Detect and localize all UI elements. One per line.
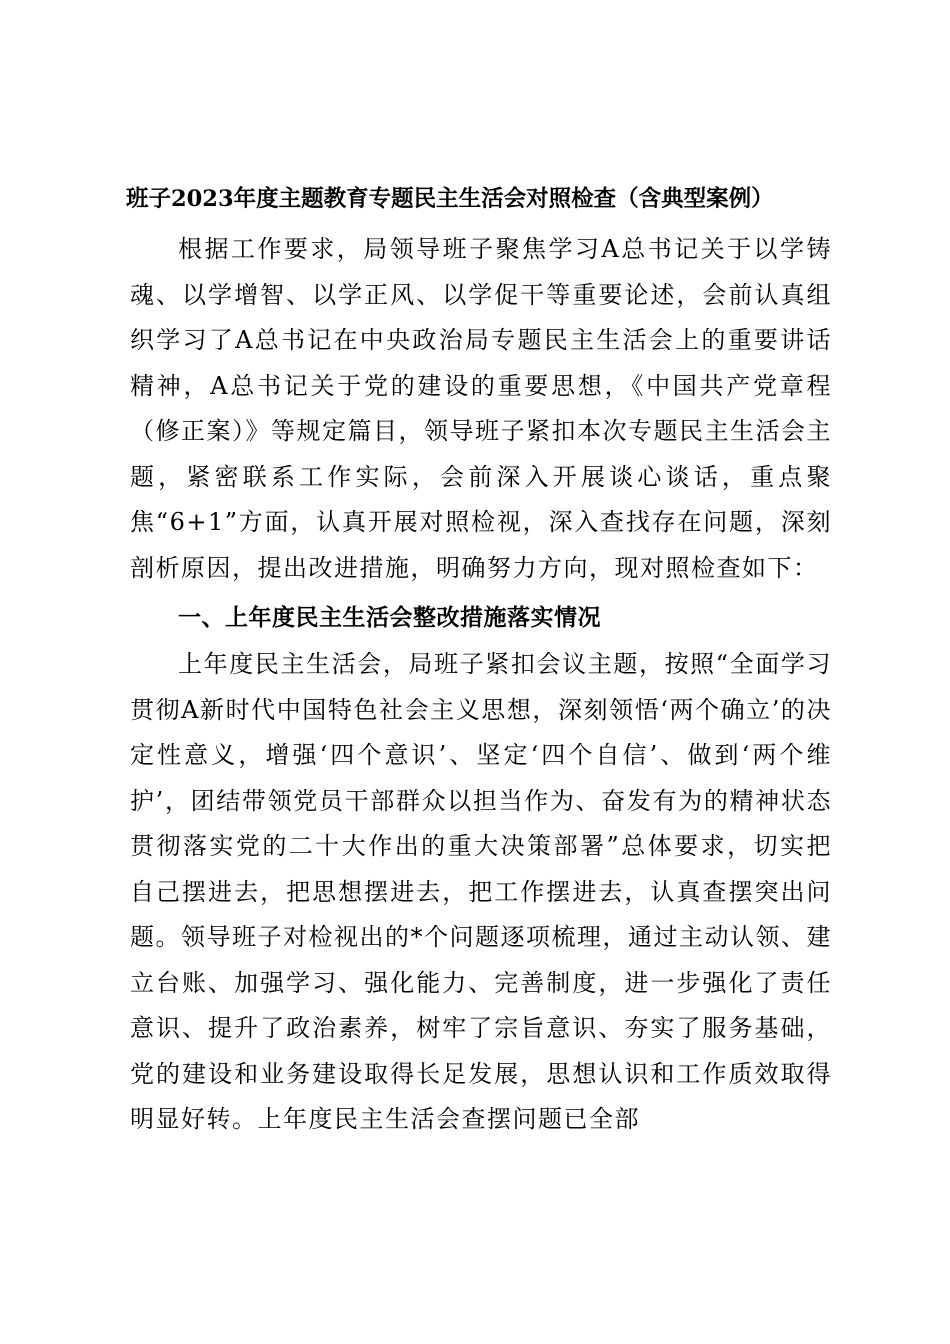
section-heading: 一、上年度民主生活会整改措施落实情况	[178, 605, 601, 631]
intro-paragraph: 根据工作要求，局领导班子聚焦学习A总书记关于以学铸魂、以学增智、以学正风、以学促干等重要论述，会前认真组织学习了A总书记在中央政治局专题民主生活会上的重要讲话精神，A总书记关于党的建设的重要思想，《中国共产党章程（修正案）》等规定篇目，领导班子紧扣本次专题民主生活会主题，紧密联系工作实际，会前深入开展谈心谈话，重点聚焦“6+1”方面，认真开展对照检视，深入查找存在问题，深刻剖析原因，提出改进措施，明确努力方向，现对照检查如下：	[130, 235, 832, 582]
document-title: 班子2023年度主题教育专题民主生活会对照检查（含典型案例）	[126, 186, 774, 212]
section-paragraph: 上年度民主生活会，局班子紧扣会议主题，按照“全面学习贯彻A新时代中国特色社会主义思想，深刻领悟‘两个确立’的决定性意义，增强‘四个意识’、坚定‘四个自信’、做到‘两个维护’，团结带领党员干部群众以担当作为、奋发有为的精神状态贯彻落实党的二十大作出的重大决策部署”总体要求，切实把自己摆进去，把思想摆进去，把工作摆进去，认真查摆突出问题。领导班子对检视出的*个问题逐项梳理，通过主动认领、建立台账、加强学习、强化能力、完善制度，进一步强化了责任意识、提升了政治素养，树牢了宗旨意识、夯实了服务基础，党的建设和业务建设取得长足发展，思想认识和工作质效取得明显好转。上年度民主生活会查摆问题已全部	[130, 650, 832, 1133]
